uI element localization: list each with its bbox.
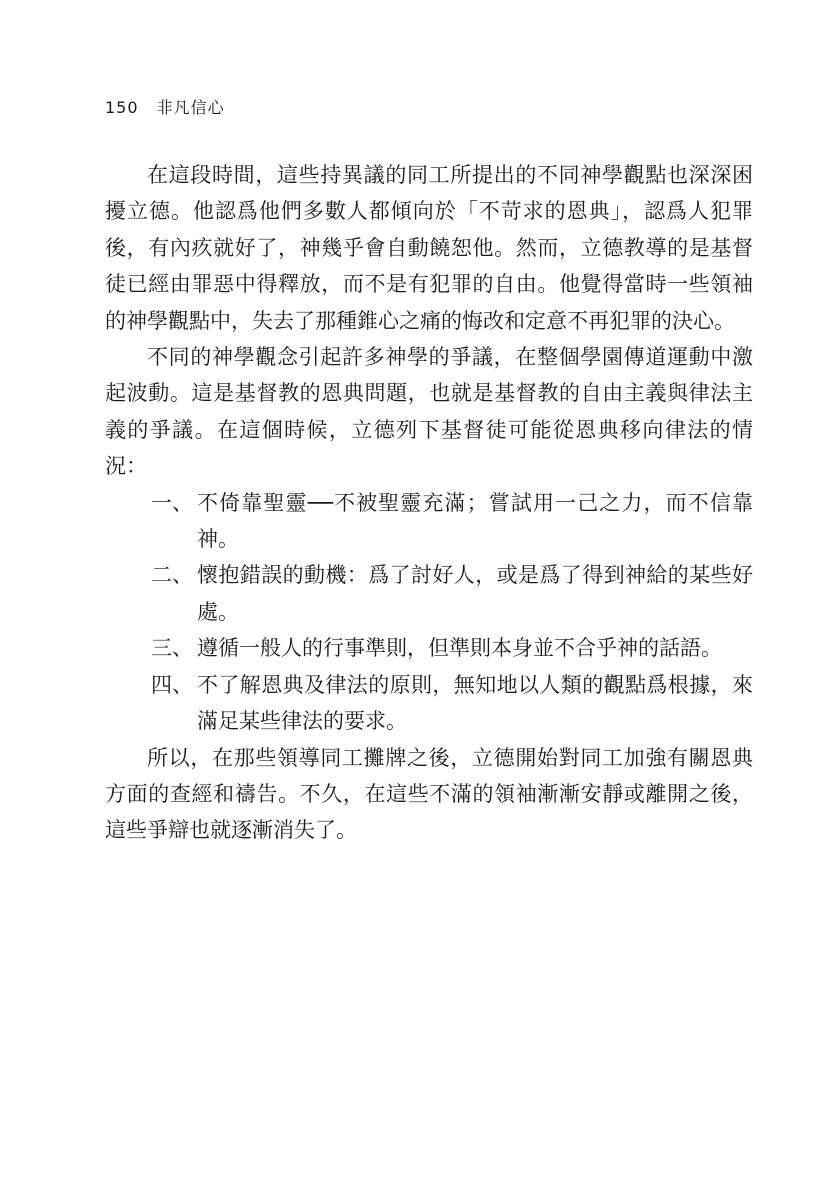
paragraph-closing: 所以，在那些領導同工攤牌之後，立德開始對同工加強有關恩典方面的查經和禱告。不久，在這些不滿的領袖漸漸安靜或離開之後，這些爭辯也就逐漸消失了。: [105, 745, 753, 843]
list-item-text: 不倚靠聖靈──不被聖靈充滿；嘗試用一己之力，而不信靠神。: [197, 490, 753, 552]
body-text: [105, 157, 753, 849]
list-item-4: [151, 667, 753, 740]
list-item-3: [151, 630, 753, 666]
list-item-text: 懷抱錯誤的動機：爲了討好人，或是爲了得到神給的某些好處。: [197, 563, 753, 624]
list-item-1: [151, 485, 753, 558]
list-marker: 一、: [151, 490, 193, 515]
page-number: 150: [105, 98, 139, 117]
list-item-text: 遵循一般人的行事準則，但準則本身並不合乎神的話語。: [197, 636, 722, 661]
list-marker: 四、: [151, 672, 193, 697]
book-title: 非凡信心: [156, 98, 225, 117]
list-marker: 三、: [151, 636, 193, 661]
list-marker: 二、: [151, 563, 193, 588]
running-head: [105, 97, 225, 119]
paragraph-grace-controversy: 不同的神學觀念引起許多神學的爭議，在整個學園傳道運動中激起波動。這是基督教的恩典問題，也就是基督教的自由主義與律法主義的爭議。在這個時候，立德列下基督徒可能從恩典移向律法的情況：: [105, 345, 753, 479]
paragraph-theological-views: 在這段時間，這些持異議的同工所提出的不同神學觀點也深深困擾立德。他認爲他們多數人都傾向於「不苛求的恩典」，認爲人犯罪後，有內疚就好了，神幾乎會自動饒恕他。然而，立德教導的是基督徒已經由罪惡中得釋放，而不是有犯罪的自由。他覺得當時一些領袖的神學觀點中，失去了那種錐心之痛的悔改和定意不再犯罪的決心。: [105, 163, 753, 333]
list-item-text: 不了解恩典及律法的原則，無知地以人類的觀點爲根據，來滿足某些律法的要求。: [197, 672, 753, 734]
list-item-2: [151, 557, 753, 630]
